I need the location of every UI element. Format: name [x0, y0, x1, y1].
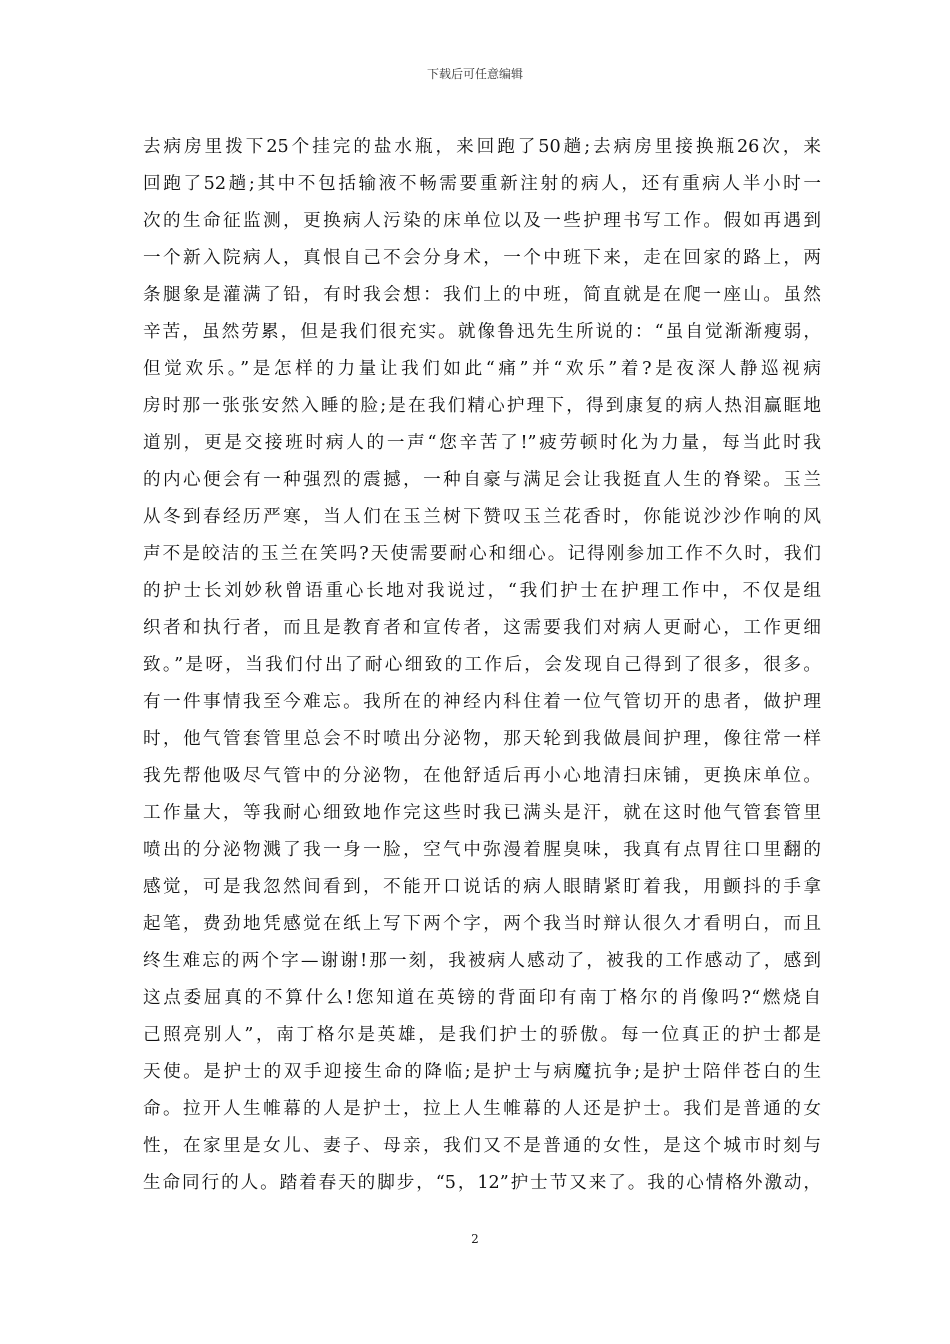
- text-line: 织者和执行者，而且是教育者和宣传者，这需要我们对病人更耐心，工作更细: [143, 618, 821, 638]
- text-line: 性，在家里是女儿、妻子、母亲，我们又不是普通的女性，是这个城市时刻与: [143, 1136, 821, 1156]
- text-line: 命。拉开人生帷幕的人是护士，拉上人生帷幕的人还是护士。我们是普通的女: [143, 1099, 821, 1119]
- text-line: 房时那一张张安然入睡的脸;是在我们精心护理下，得到康复的病人热泪赢眶地: [143, 396, 821, 416]
- text-line: 致。”是呀，当我们付出了耐心细致的工作后，会发现自己得到了很多，很多。: [143, 655, 821, 675]
- text-line: 从冬到春经历严寒，当人们在玉兰树下赞叹玉兰花香时，你能说沙沙作响的风: [143, 507, 821, 527]
- text-line: 的内心便会有一种强烈的震撼，一种自豪与满足会让我挺直人生的脊梁。玉兰: [143, 470, 821, 490]
- text-line: 去病房里拨下25个挂完的盐水瓶，来回跑了50趟;去病房里接换瓶26次，来: [143, 137, 821, 157]
- body-text: [143, 129, 821, 1202]
- text-line: 的护士长刘妙秋曾语重心长地对我说过，“我们护士在护理工作中，不仅是组: [143, 581, 821, 601]
- text-line: 喷出的分泌物溅了我一身一脸，空气中弥漫着腥臭味，我真有点胃往口里翻的: [143, 840, 821, 860]
- text-line: 感觉，可是我忽然间看到，不能开口说话的病人眼睛紧盯着我，用颤抖的手拿: [143, 877, 821, 897]
- text-line: 回跑了52趟;其中不包括输液不畅需要重新注射的病人，还有重病人半小时一: [143, 174, 821, 194]
- page-number: 2: [471, 1232, 479, 1246]
- text-line: 我先帮他吸尽气管中的分泌物，在他舒适后再小心地清扫床铺，更换床单位。: [143, 766, 821, 786]
- text-line: 但觉欢乐。”是怎样的力量让我们如此“痛”并“欢乐”着?是夜深人静巡视病: [143, 359, 821, 379]
- text-line: 终生难忘的两个字—谢谢!那一刻，我被病人感动了，被我的工作感动了，感到: [143, 951, 821, 971]
- text-line: 道别，更是交接班时病人的一声“您辛苦了!”疲劳顿时化为力量，每当此时我: [143, 433, 821, 453]
- text-line: 这点委屈真的不算什么!您知道在英镑的背面印有南丁格尔的肖像吗?“燃烧自: [143, 988, 821, 1008]
- text-line: 声不是皎洁的玉兰在笑吗?天使需要耐心和细心。记得刚参加工作不久时，我们: [143, 544, 821, 564]
- text-line: 工作量大，等我耐心细致地作完这些时我已满头是汗，就在这时他气管套管里: [143, 803, 821, 823]
- text-line: 己照亮别人”，南丁格尔是英雄，是我们护士的骄傲。每一位真正的护士都是: [143, 1025, 821, 1045]
- text-line: 起笔，费劲地凭感觉在纸上写下两个字，两个我当时辩认很久才看明白，而且: [143, 914, 821, 934]
- text-line: 时，他气管套管里总会不时喷出分泌物，那天轮到我做晨间护理，像往常一样: [143, 729, 821, 749]
- text-line: 次的生命征监测，更换病人污染的床单位以及一些护理书写工作。假如再遇到: [143, 211, 821, 231]
- text-line: 有一件事情我至今难忘。我所在的神经内科住着一位气管切开的患者，做护理: [143, 692, 821, 712]
- page-header: 下载后可任意编辑: [426, 67, 523, 81]
- text-line: 一个新入院病人，真恨自己不会分身术，一个中班下来，走在回家的路上，两: [143, 248, 821, 268]
- text-line: 条腿象是灌满了铅，有时我会想：我们上的中班，简直就是在爬一座山。虽然: [143, 285, 821, 305]
- text-line: 生命同行的人。踏着春天的脚步，“5，12”护士节又来了。我的心情格外激动，: [143, 1173, 821, 1193]
- text-line: 天使。是护士的双手迎接生命的降临;是护士与病魔抗争;是护士陪伴苍白的生: [143, 1062, 821, 1082]
- text-line: 辛苦，虽然劳累，但是我们很充实。就像鲁迅先生所说的：“虽自觉渐渐瘦弱，: [143, 322, 821, 342]
